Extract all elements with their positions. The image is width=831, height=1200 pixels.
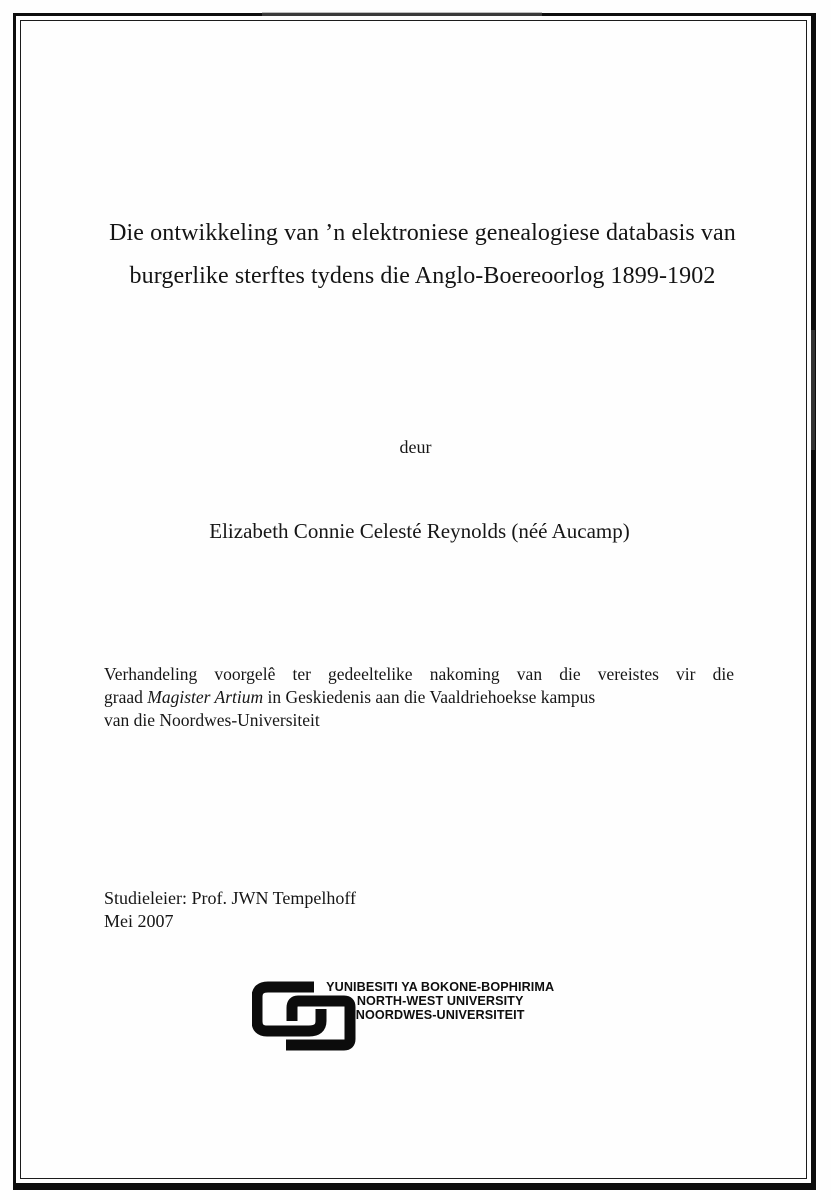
author-name: Elizabeth Connie Celesté Reynolds (néé Aucamp)	[209, 519, 630, 543]
degree-statement-line1: Verhandeling voorgelê ter gedeeltelike nakoming van die vereistes vir die	[104, 664, 734, 684]
scan-smudge	[262, 12, 542, 16]
byline-label: deur	[399, 437, 432, 457]
degree-statement	[104, 663, 734, 733]
university-name-afrikaans: NOORDWES-UNIVERSITEIT	[355, 1007, 525, 1022]
degree-statement-line2-post: in Geskiedenis aan die Vaaldriehoekse kampus	[263, 687, 596, 708]
degree-name: Magister Artium	[147, 687, 264, 708]
supervisor-block	[104, 887, 356, 933]
university-logo-text	[316, 980, 564, 1022]
university-logo	[252, 974, 582, 1056]
scan-smudge	[811, 330, 815, 450]
thesis-title	[7, 212, 831, 298]
date-line: Mei 2007	[104, 911, 174, 931]
university-name-english: NORTH-WEST UNIVERSITY	[356, 993, 524, 1008]
degree-statement-line2	[104, 686, 734, 709]
thesis-title-line1: Die ontwikkeling van ’n elektroniese genealogiese databasis van	[109, 220, 736, 246]
thesis-title-line2: burgerlike sterftes tydens die Anglo-Boereoorlog 1899-1902	[129, 263, 716, 289]
degree-statement-line3: van die Noordwes-Universiteit	[104, 710, 320, 731]
supervisor-line: Studieleier: Prof. JWN Tempelhoff	[104, 888, 357, 908]
degree-statement-line2-pre: graad	[104, 687, 148, 708]
university-name-setswana: YUNIBESITI YA BOKONE-BOPHIRIMA	[326, 979, 555, 994]
